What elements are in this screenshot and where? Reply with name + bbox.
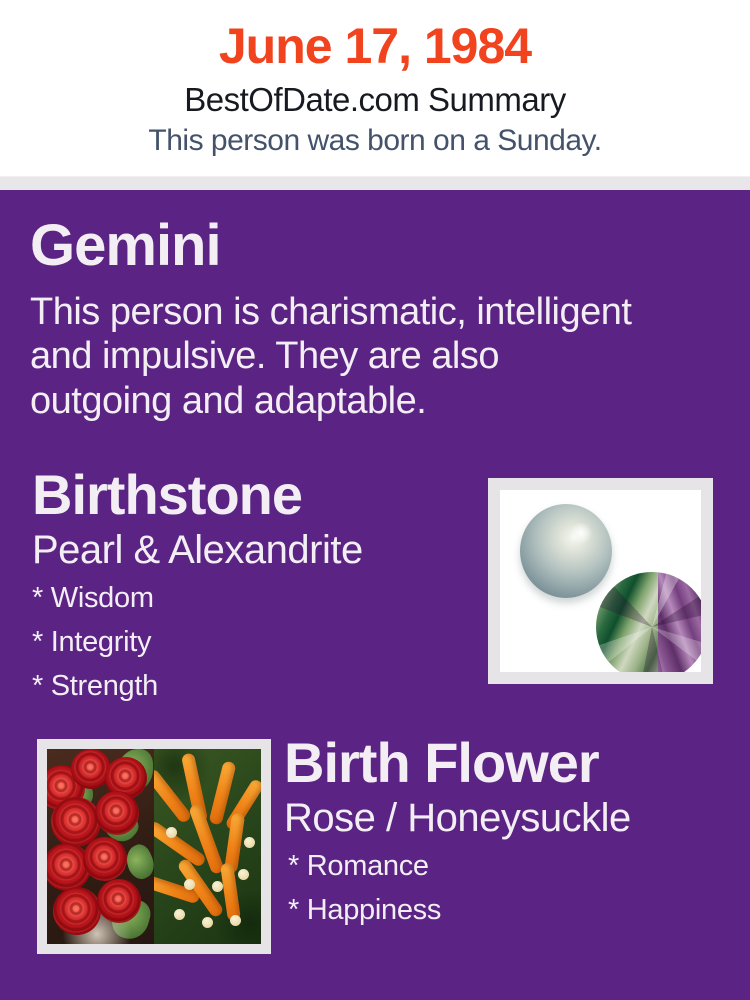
birth-flower-names: Rose / Honeysuckle [284,796,631,840]
birthstone-photo-inner [500,490,701,672]
birthstone-trait: * Strength [32,670,158,702]
red-roses-image [47,749,154,944]
zodiac-sign-title: Gemini [30,213,221,278]
birthstone-names: Pearl & Alexandrite [32,528,363,572]
header-divider [0,176,750,190]
birthstone-title: Birthstone [32,463,302,526]
birth-flower-title: Birth Flower [284,731,599,794]
page-title-date: June 17, 1984 [218,18,532,74]
alexandrite-image [596,572,701,672]
birthstone-trait: * Wisdom [32,582,154,614]
birth-flower-photo-inner [47,749,261,944]
pearl-highlight [568,523,594,543]
zodiac-description: This person is charismatic, intelligent and impulsive. They are also outgoing and adaptable. [30,291,632,422]
birth-flower-trait: * Romance [288,850,429,882]
birth-flower-photo [37,739,271,954]
site-summary-label: BestOfDate.com Summary [184,80,566,118]
birthstone-photo [488,478,713,684]
orange-honeysuckle-image [154,749,261,944]
birthstone-trait: * Integrity [32,626,152,658]
birth-flower-trait: * Happiness [288,894,442,926]
alexandrite-facets [596,572,701,672]
details-panel [0,190,750,1000]
header [0,0,750,176]
born-day-line: This person was born on a Sunday. [148,123,602,157]
